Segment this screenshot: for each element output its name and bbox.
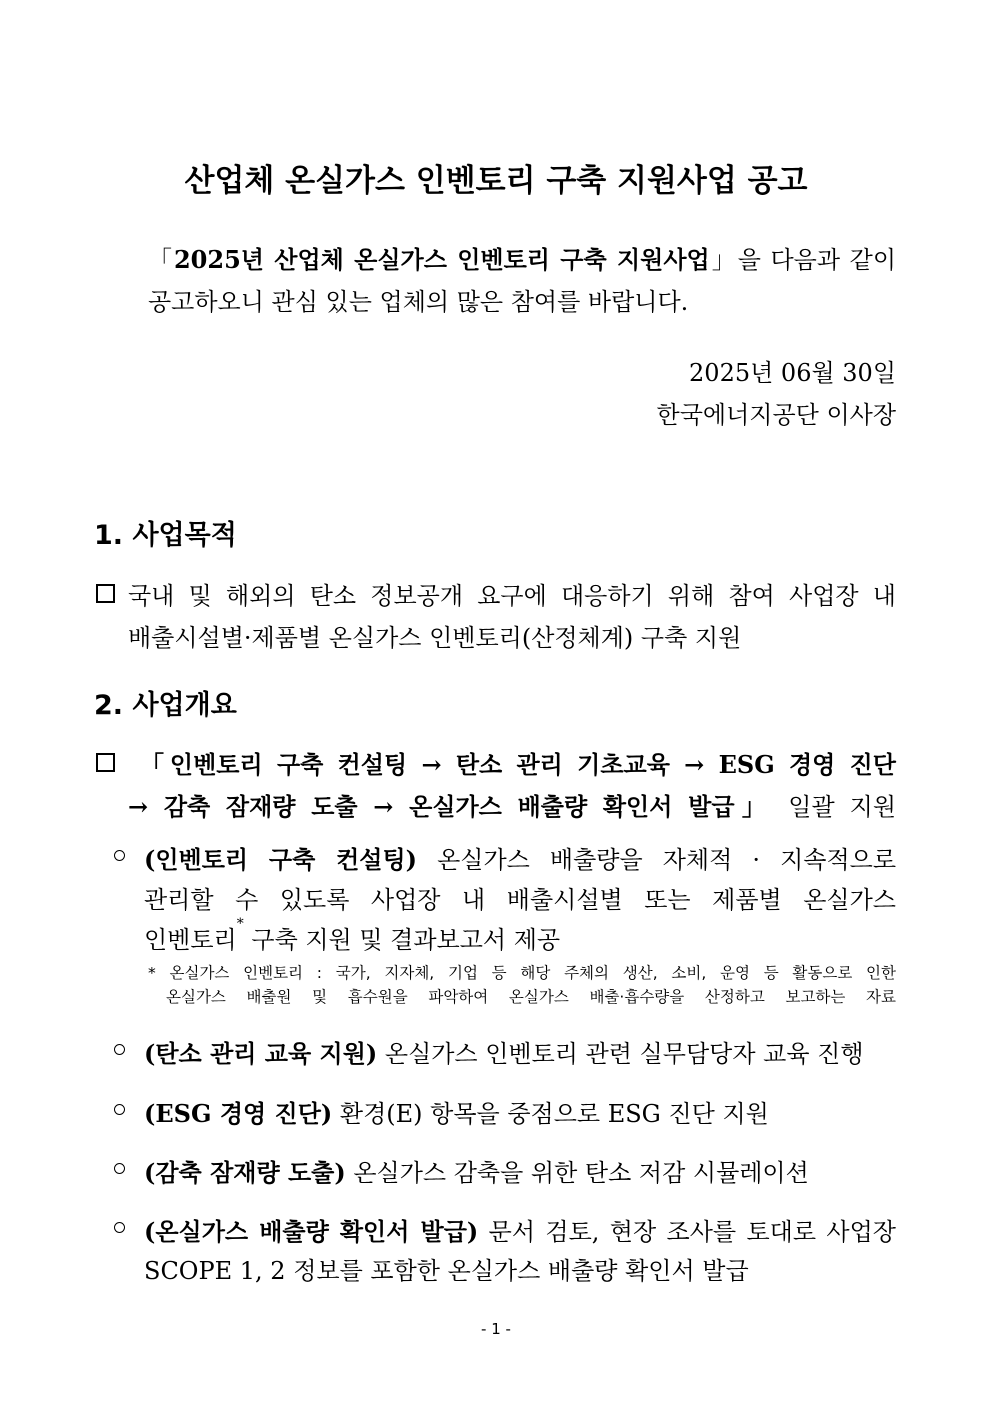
bullet-circle-icon <box>114 1222 125 1233</box>
item-3-label: (ESG 경영 진단) <box>144 1099 333 1128</box>
section-1-heading: 1. 사업목적 <box>94 520 237 551</box>
page-title: 산업체 온실가스 인벤토리 구축 지원사업 공고 <box>184 163 808 199</box>
intro-line-1 <box>148 240 896 275</box>
item-3-line-1 <box>144 1094 769 1129</box>
item-1-text-3b: 구축 지원 및 결과보고서 제공 <box>243 926 561 954</box>
issuer: 한국에너지공단 이사장 <box>656 401 896 429</box>
section-2-flow-line-1: 「인벤토리 구축 컨설팅 → 탄소 관리 기초교육 → ESG 경영 진단 <box>140 750 896 779</box>
item-1-label: (인벤토리 구축 컨설팅) <box>144 845 417 874</box>
item-4-text-1: 온실가스 감축을 위한 탄소 저감 시뮬레이션 <box>345 1159 809 1187</box>
item-5-text-1: 문서 검토, 현장 조사를 토대로 사업장 <box>478 1218 896 1246</box>
item-2-line-1 <box>144 1034 864 1069</box>
item-4-label: (감축 잠재량 도출) <box>144 1158 346 1187</box>
item-5-line-2: SCOPE 1, 2 정보를 포함한 온실가스 배출량 확인서 발급 <box>144 1257 749 1285</box>
checkbox-square-icon <box>96 584 115 603</box>
intro-line-2: 공고하오니 관심 있는 업체의 많은 참여를 바랍니다. <box>148 288 689 316</box>
item-1-line-3 <box>144 916 561 955</box>
item-1-text-1: 온실가스 배출량을 자체적 · 지속적으로 <box>417 846 897 874</box>
item-3-text-1: 환경(E) 항목을 중점으로 ESG 진단 지원 <box>332 1100 769 1128</box>
flow-line-2-rest: 일괄 지원 <box>773 793 896 821</box>
item-2-label: (탄소 관리 교육 지원) <box>144 1039 378 1068</box>
item-1-line-2: 관리할 수 있도록 사업장 내 배출시설별 또는 제품별 온실가스 <box>144 886 896 914</box>
checkbox-square-icon <box>96 753 115 772</box>
section-2-heading: 2. 사업개요 <box>94 690 237 721</box>
intro-bracket: 「 <box>148 246 174 274</box>
footnote-line-2: 온실가스 배출원 및 흡수원을 파악하여 온실가스 배출·흡수량을 산정하고 보고하는 자료 <box>166 988 896 1006</box>
item-1-text-3a: 인벤토리 <box>144 926 237 954</box>
bullet-circle-icon <box>114 1163 125 1174</box>
item-1-line-1 <box>144 840 896 875</box>
flow-line-2-bold: → 감축 잠재량 도출 → 온실가스 배출량 확인서 발급」 <box>128 792 774 821</box>
section-1-line-2: 배출시설별·제품별 온실가스 인벤토리(산정체계) 구축 지원 <box>128 624 742 652</box>
bullet-circle-icon <box>114 850 125 861</box>
item-2-text-1: 온실가스 인벤토리 관련 실무담당자 교육 진행 <box>377 1040 864 1068</box>
section-2-flow-line-2 <box>128 787 896 822</box>
footnote-marker: * <box>236 916 244 932</box>
section-1-line-1: 국내 및 해외의 탄소 정보공개 요구에 대응하기 위해 참여 사업장 내 <box>128 582 896 610</box>
page-number: - 1 - <box>481 1320 511 1338</box>
bullet-circle-icon <box>114 1044 125 1055</box>
item-5-line-1 <box>144 1212 896 1247</box>
item-5-label: (온실가스 배출량 확인서 발급) <box>144 1217 479 1246</box>
intro-project-name: 2025년 산업체 온실가스 인벤토리 구축 지원사업 <box>173 245 710 274</box>
item-4-line-1 <box>144 1153 809 1188</box>
bullet-circle-icon <box>114 1104 125 1115</box>
announcement-date: 2025년 06월 30일 <box>689 359 896 387</box>
footnote-line-1: * 온실가스 인벤토리 : 국가, 지자체, 기업 등 해당 주체의 생산, 소비, 운영 등 활동으로 인한 <box>148 964 896 982</box>
intro-line-1-rest: 」을 다음과 같이 <box>709 246 897 274</box>
